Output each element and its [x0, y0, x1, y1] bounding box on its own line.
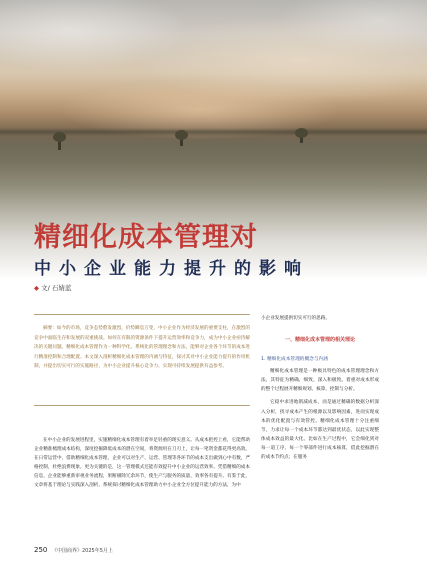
sky-clouds	[0, 0, 427, 140]
abstract-box	[34, 314, 250, 406]
body-paragraph: 精细化成本管理是一种极具特色的成本管理理念和方法，其特征为精确、细致、深入和极致。着重对成本形成的整个过程展开精细规划、核算、控制与分析。	[261, 369, 379, 393]
author-name: 文/ 石婧蓝	[41, 284, 72, 292]
journal-name: 《中国商界》2025年5月上	[51, 548, 113, 554]
page-number: 250	[34, 546, 48, 554]
article-subtitle: 中小企业能力提升的影响	[34, 259, 309, 279]
author-line	[34, 283, 71, 292]
body-continuation: 小企业发展提供切实可行的思路。	[261, 316, 330, 321]
article-title: 精细化成本管理对	[34, 222, 258, 253]
tree-silhouette	[58, 140, 61, 150]
sub-heading: 1. 精细化成本管理的概念与内涵	[261, 357, 328, 363]
author-bullet-icon: ◆	[34, 284, 39, 292]
tree-silhouette	[300, 136, 303, 143]
body-column-left	[34, 436, 250, 491]
section-heading: 一、精细化成本管理的相关理论	[284, 337, 355, 344]
tree-silhouette	[180, 138, 183, 146]
body-column-right	[261, 314, 379, 462]
page-footer	[34, 546, 113, 554]
abstract-text: 摘要：如今的市场，竞争态势愈发激烈，价势瞬息万变，中小企业作为经济发展的重要支柱，在激烈的竞争中面临生存和发展的双重挑战。如何在有限的资源条件下提升运营效率和竞争力，成为中小企业亟待解决的关键问题。精细化成本管理作为一种科学化、系统化的管理理念和方法，能够对企业各个环节的成本进行精准控制和合理配置。本文深入剖析精细化成本管理的内涵与特征，探讨其对中小企业能力提升的作用机制，并提出切实可行的实施路径，为中小企业提升核心竞争力、实现可持续发展提供有益参考。	[34, 326, 250, 370]
body-paragraph: 它稳中求进地削减成本，而是通过精确的数据分析深入分析，找寻成本产生的根源以及影响因素，进而实现成本的优化配置与有效管控。精细化成本管理十分注重细节，力求让每一个成本环节都达到最优状态，以此实现整体成本效益的最大化。比如在生产过程中，它会细化到对每一道工序、每一个零部件进行成本核算，借此挖掘潜在的成本节约点；在服务	[261, 400, 379, 461]
body-paragraph: 在中小企业的发展进程里，实施精细化成本管理有着举足轻重的现实意义。从成本把控上看，它能帮助企业精准梳理成本结构，深度挖掘降低成本的潜在空间，将资源用在刀刃上，让每一笔资金都花得更高效。在日常运营中，借助精细化成本管理，企业可以对生产、运营、管理等各环节的成本支出做到心中有数，严格控制，杜绝浪费现象，更为关键的是，这一管理模式还能有效提升中小企业的运营效率。凭借精细的成本信息，企业能够重新审视业务流程，果断剔除冗余环节，使生产与服务的质量、效率各有提升。有鉴于此，文章将基于理论与实践深入剖析，系统探讨精细化成本管理助力中小企业全方位提升能力的方法，为中	[34, 438, 250, 489]
